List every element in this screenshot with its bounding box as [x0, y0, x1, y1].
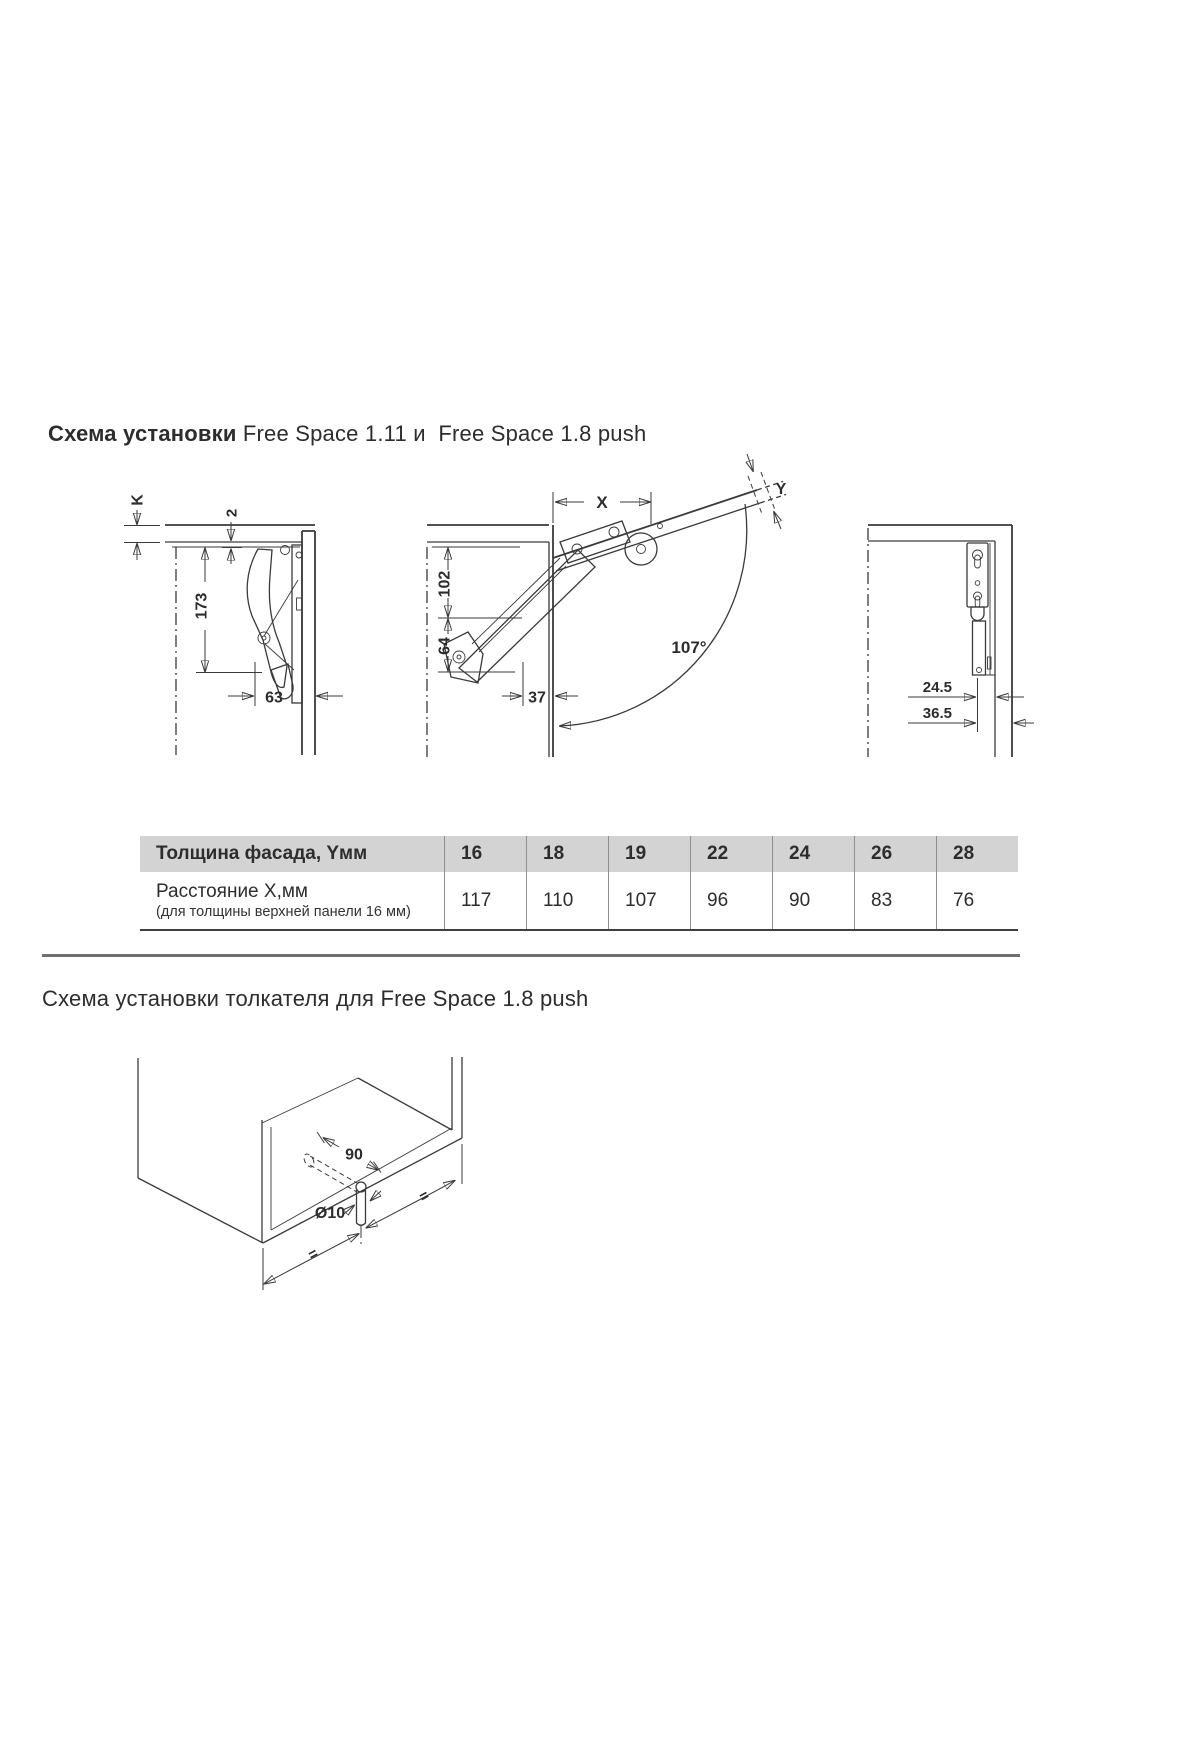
dim-label-36-5: 36.5: [922, 705, 952, 722]
dim-label-37: 37: [528, 689, 546, 707]
diagram-closed-position: [124, 494, 343, 755]
dimension-63: [228, 662, 343, 707]
section2-title: Схема установки толкателя для Free Space 1.8 push: [42, 986, 589, 1011]
table-header-cell: 24: [772, 836, 854, 872]
dim-label-63: 63: [265, 689, 283, 707]
dimension-37: [502, 662, 578, 707]
facade-thickness-table: [140, 836, 1018, 931]
dimension-24-5: [908, 679, 1024, 697]
table-value-cell: 107: [608, 872, 690, 929]
cabinet-bottom-view: [138, 1057, 462, 1243]
table-header-cell: 19: [608, 836, 690, 872]
page-title-bold: Схема установки: [48, 421, 237, 446]
dimension-90: [317, 1132, 381, 1173]
table-header-cell: Толщина фасада, Yмм: [156, 843, 368, 864]
dimension-k: [124, 494, 160, 560]
dimension-173: [194, 549, 263, 673]
dim-label-102: 102: [436, 570, 454, 598]
section-divider: [42, 954, 1020, 957]
table-row-label-cell: [140, 872, 444, 929]
diagram-mounting-plate: [868, 525, 1034, 757]
dim-label-24-5: 24.5: [922, 679, 952, 696]
table-header-row: [140, 836, 1018, 872]
table-header-cell: 22: [690, 836, 772, 872]
opening-angle: [560, 504, 747, 726]
table-value-cell: 76: [936, 872, 1018, 929]
dim-label-diameter: Ø10: [314, 1205, 346, 1222]
mounting-plate: [967, 543, 995, 675]
dimension-36-5: [908, 705, 1034, 723]
table-value-cell: 83: [854, 872, 936, 929]
centering-dimensions: [263, 1144, 462, 1290]
table-value-cell: 117: [444, 872, 526, 929]
dim-label-2: 2: [223, 508, 241, 518]
dim-label-64: 64: [436, 637, 454, 655]
table-data-row: [140, 872, 1018, 929]
open-flap: [553, 481, 786, 571]
dim-label-y: Y: [775, 481, 787, 498]
dimension-2: [222, 509, 242, 564]
table-header-cell: 26: [854, 836, 936, 872]
dim-label-173: 173: [193, 592, 211, 620]
front-flap-closed: [302, 531, 315, 755]
table-header-cell: 16: [444, 836, 526, 872]
table-value-cell: 110: [526, 872, 608, 929]
equal-mark-right: =: [416, 1186, 433, 1207]
dim-label-k: K: [129, 494, 147, 506]
dimension-x: [553, 492, 651, 524]
dim-label-angle: 107°: [671, 638, 707, 657]
row-label: Расстояние X,мм: [156, 880, 308, 902]
dimension-64: [437, 620, 516, 673]
equal-mark-left: =: [305, 1244, 322, 1265]
dimension-diameter: [315, 1191, 381, 1222]
dim-label-90: 90: [345, 1146, 363, 1164]
diagram-open-position: [427, 454, 787, 757]
table-value-cell: 90: [772, 872, 854, 929]
pusher-installation-diagram: [0, 1040, 520, 1280]
table-value-cell: 96: [690, 872, 772, 929]
push-catch-pin: [356, 1182, 366, 1248]
table-header-cell: 18: [526, 836, 608, 872]
row-sublabel: (для толщины верхней панели 16 мм): [156, 903, 411, 920]
installation-diagram: [0, 430, 1100, 770]
dim-label-x: X: [596, 493, 608, 512]
page-title-rest: Free Space 1.11 и Free Space 1.8 push: [236, 421, 647, 446]
table-header-cell: 28: [936, 836, 1018, 872]
